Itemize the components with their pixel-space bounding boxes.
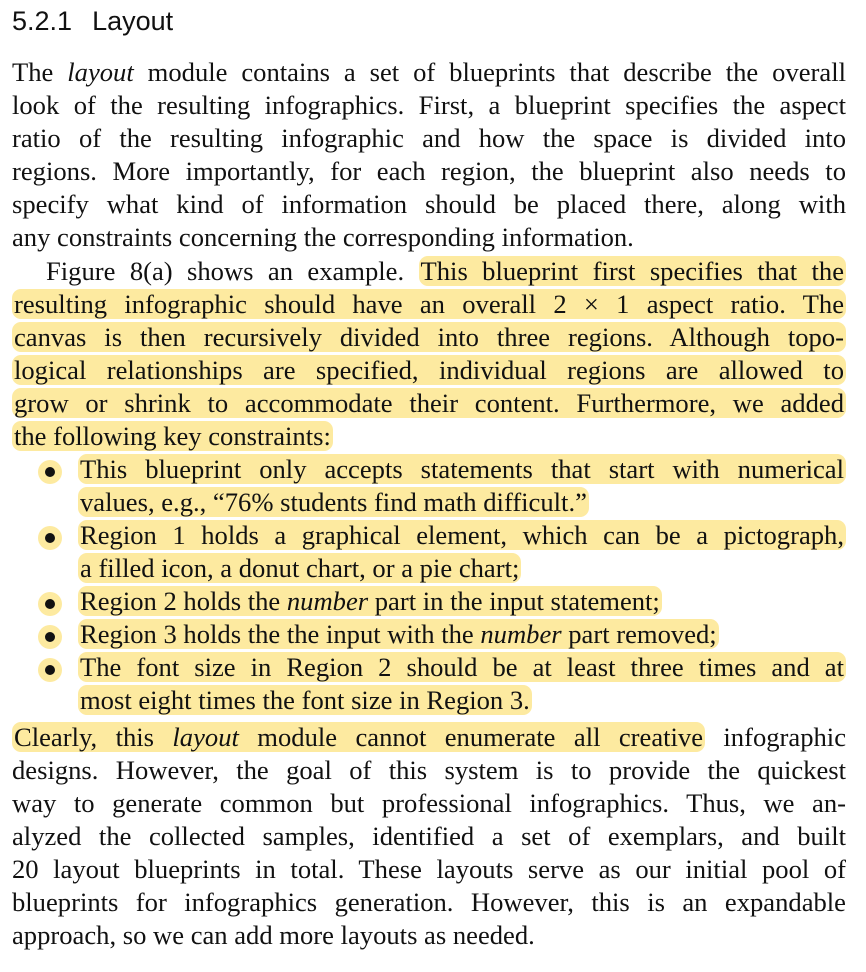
paragraph-3-line-4: alyzed the collected samples, identified a set of exemplars, and built — [12, 821, 846, 851]
bullet-5-line-1 — [78, 651, 846, 684]
paragraph-2-line-1 — [46, 255, 846, 288]
paragraph-2-line-5 — [12, 387, 846, 420]
highlighted-text: logical relationships are specified, individual regions are allowed to — [14, 355, 844, 385]
bullet-3 — [78, 585, 846, 618]
paragraph-2-line-6 — [12, 420, 846, 453]
italic-term: number — [286, 586, 369, 616]
bullet-2-line-1 — [78, 519, 846, 552]
text-run: resulting infographic should have an overall — [14, 289, 554, 319]
math-ratio: 2 × 1 — [553, 289, 630, 319]
paragraph-2-line-2 — [12, 288, 846, 321]
highlighted-text — [78, 586, 662, 616]
paragraph-2-line-3 — [12, 321, 846, 354]
paragraph-3-line-5: 20 layout blueprints in total. These layouts serve as our initial pool of — [12, 854, 846, 884]
highlighted-text: The font size in Region 2 should be at least three times and at — [80, 652, 844, 682]
highlighted-text: a filled icon, a donut chart, or a pie chart; — [80, 553, 520, 583]
paragraph-3-line-6: blueprints for infographics generation. However, this is an expandable — [12, 887, 846, 917]
highlighted-text: most eight times the font size in Region 3. — [80, 685, 530, 715]
section-number: 5.2.1 — [12, 6, 73, 36]
section-heading — [12, 6, 173, 37]
bullet-4 — [78, 618, 846, 651]
text-run: aspect ratio. The — [629, 289, 844, 319]
bullet-icon — [38, 592, 62, 616]
highlighted-text — [78, 619, 719, 649]
text-run: module cannot enumerate all creative — [238, 722, 704, 752]
text-run: Region 2 holds the — [80, 586, 287, 616]
paragraph-3-line-1 — [12, 721, 846, 754]
bullet-icon — [38, 625, 62, 649]
text-run: Figure 8(a) shows an example. — [46, 256, 419, 286]
highlighted-text: Region 1 holds a graphical element, which can be a pictograph, — [80, 520, 844, 550]
highlighted-text: values, e.g., “76% students find math difficult.” — [80, 487, 587, 517]
text-run: part removed; — [561, 619, 717, 649]
text-run: infographic — [705, 722, 846, 752]
bullet-icon — [38, 658, 62, 682]
highlighted-text: the following key constraints: — [14, 421, 331, 451]
text-run: part in the input statement; — [368, 586, 660, 616]
paragraph-1-line-2: look of the resulting infographics. First, a blueprint specifies the aspect — [12, 90, 846, 120]
text-run: module contains a set of blueprints that describe the overall — [133, 57, 846, 87]
highlighted-text: canvas is then recursively divided into three regions. Although topo- — [14, 322, 844, 352]
paragraph-3-line-2: designs. However, the goal of this system is to provide the quickest — [12, 755, 846, 785]
bullet-icon — [38, 526, 62, 550]
highlighted-text: grow or shrink to accommodate their content. Furthermore, we added — [14, 388, 844, 418]
paragraph-1-line-4: regions. More importantly, for each region, the blueprint also needs to — [12, 156, 846, 186]
paragraph-3-line-3: way to generate common but professional infographics. Thus, we an- — [12, 788, 846, 818]
bullet-5-line-2 — [78, 684, 846, 717]
paragraph-3-line-7: approach, so we can add more layouts as needed. — [12, 920, 535, 950]
bullet-1-line-1 — [78, 453, 846, 486]
text-run: Clearly, this — [14, 722, 173, 752]
highlighted-text: This blueprint first specifies that the — [420, 256, 844, 286]
italic-term: layout — [172, 722, 239, 752]
paragraph-1-line-6: any constraints concerning the corresponding information. — [12, 222, 634, 252]
bullet-icon — [38, 460, 62, 484]
bullet-2-line-2 — [78, 552, 846, 585]
paragraph-1-line-3: ratio of the resulting infographic and how the space is divided into — [12, 123, 846, 153]
italic-term: number — [480, 619, 562, 649]
section-title: Layout — [92, 6, 174, 36]
paragraph-1-line-5: specify what kind of information should be placed there, along with — [12, 189, 846, 219]
bullet-1-line-2 — [78, 486, 846, 519]
highlighted-text — [12, 289, 846, 319]
paragraph-2-line-4 — [12, 354, 846, 387]
paragraph-1-line-1 — [12, 56, 846, 89]
text-run: The — [12, 57, 68, 87]
text-run: Region 3 holds the the input with the — [80, 619, 481, 649]
italic-term: layout — [67, 57, 134, 87]
highlighted-text: This blueprint only accepts statements that start with numerical — [80, 454, 844, 484]
highlighted-text — [12, 722, 705, 752]
